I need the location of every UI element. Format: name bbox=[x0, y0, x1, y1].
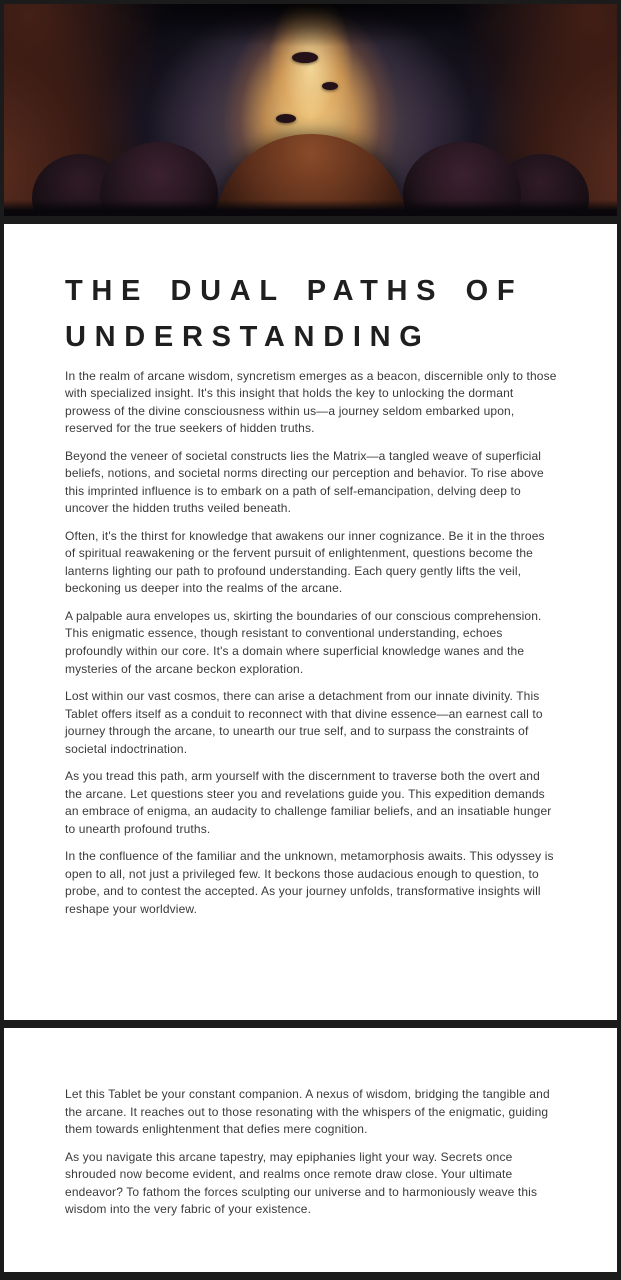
article-card-main bbox=[4, 224, 617, 1020]
article-paragraph: In the confluence of the familiar and the unknown, metamorphosis awaits. This odyssey is open to all, not just a privileged few. It beckons those audacious enough to question, to probe, and to contest the accepted. As your journey unfolds, transformative insights will reshape your worldview. bbox=[65, 849, 554, 916]
article-paragraph: Let this Tablet be your constant companion. A nexus of wisdom, bridging the tangible and the arcane. It reaches out to those resonating with the whispers of the enigmatic, guiding them towards enlightenment that defies mere cognition. bbox=[65, 1087, 550, 1137]
article-paragraph: Lost within our vast cosmos, there can arise a detachment from our innate divinity. This Tablet offers itself as a conduit to reconnect with that divine essence—an earnest call to journey through the arcane, to unearth our true self, and to surpass the constraints of societal indoctrination. bbox=[65, 689, 543, 756]
article-paragraph: In the realm of arcane wisdom, syncretism emerges as a beacon, discernible only to those with specialized insight. It's this insight that holds the key to unlocking the dormant prowess of the divine consciousness within us—a journey seldom embarked upon, reserved for the true seekers of hidden truths. bbox=[65, 368, 557, 436]
article-paragraph: A palpable aura envelopes us, skirting the boundaries of our conscious comprehension. This enigmatic essence, though resistant to conventional understanding, echoes profoundly within our core. It's a domain where superficial knowledge wanes and the mysteries of the arcane beckon exploration. bbox=[65, 608, 542, 676]
hero-bottom-shadow bbox=[4, 200, 617, 216]
page-title-line-1: THE DUAL PATHS OF bbox=[65, 275, 524, 307]
river-rock-island bbox=[276, 114, 296, 123]
hero-image-card bbox=[4, 4, 617, 216]
article-paragraph: As you tread this path, arm yourself with the discernment to traverse both the overt and the arcane. Let questions steer you and revelations guide you. This expedition demands an embrace of enigma, an audacity to challenge familiar beliefs, and an insatiable hunger to unearth profound truths. bbox=[65, 769, 552, 836]
article-paragraph: Beyond the veneer of societal constructs lies the Matrix—a tangled weave of superficial beliefs, notions, and societal norms directing our perception and behavior. To rise above this imprinted influence is to embark on a path of self-emancipation, delving deep to uncover the hidden truths veiled beneath. bbox=[65, 448, 544, 516]
page-title-line-2: UNDERSTANDING bbox=[65, 321, 431, 354]
river-rock-island bbox=[292, 52, 318, 63]
river-rock-island bbox=[322, 82, 338, 90]
article-paragraph: As you navigate this arcane tapestry, may epiphanies light your way. Secrets once shrouded now become evident, and realms once remote draw close. Your ultimate endeavor? To fathom the forces sculpting our universe and to harmoniously weave this wisdom into the very fabric of your existence. bbox=[65, 1149, 538, 1217]
article-paragraph: Often, it's the thirst for knowledge that awakens our inner cognizance. Be it in the throes of spiritual reawakening or the fervent pursuit of enlightenment, questions become the lanterns lighting our path to profound understanding. Each query gently lifts the veil, beckoning us deeper into the realms of the arcane. bbox=[65, 528, 545, 596]
page-title bbox=[65, 268, 557, 361]
article-card-continued bbox=[4, 1028, 617, 1272]
